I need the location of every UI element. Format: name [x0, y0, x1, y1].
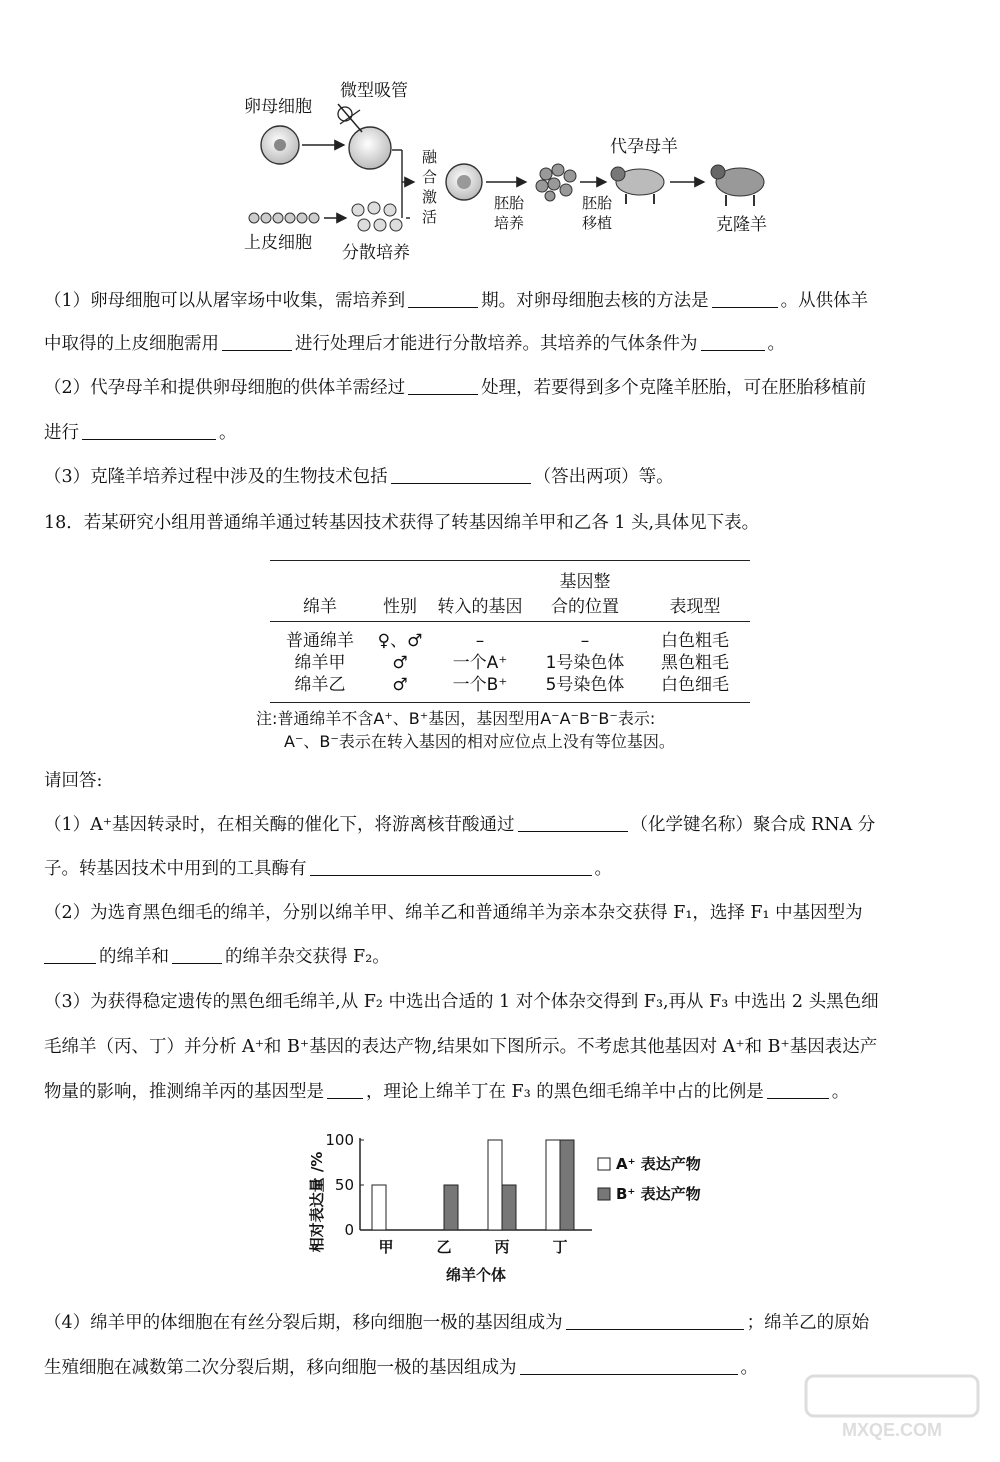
category-label: 丁 [552, 1238, 568, 1256]
q18-part1-line1: （1）A⁺基因转录时，在相关酶的催化下，将游离核苷酸通过 （化学键名称）聚合成 RNA 分 [44, 815, 876, 835]
table-row: 普通绵羊 ♀、♂ – – 白色粗毛 [286, 631, 729, 651]
q18-part4-line2: 生殖细胞在减数第二次分裂后期，移向细胞一极的基因组成为 。 [44, 1358, 758, 1378]
table-row: 绵羊甲 ♂ 一个A⁺ 1号染色体 黑色粗毛 [294, 653, 729, 673]
fuse-char-2: 合 [422, 168, 438, 186]
blank-chemical-bond[interactable] [518, 813, 628, 832]
fuse-char-3: 激 [422, 188, 438, 206]
legend [598, 1155, 701, 1203]
disperse-culture-label: 分散培养 [342, 243, 410, 263]
clone-sheep-label: 克隆羊 [716, 215, 767, 235]
y-axis-label: 相对表达量 /% [308, 1151, 326, 1253]
q17-part2-line1: （2）代孕母羊和提供卵母细胞的供体羊需经过 处理，若要得到多个克隆羊胚胎，可在胚胎移植前 [44, 378, 867, 398]
bar-乙-b [444, 1185, 458, 1230]
epithelial-label: 上皮细胞 [244, 233, 312, 253]
blank-genotype-1[interactable] [44, 945, 96, 964]
q17-part3: （3）克隆羊培养过程中涉及的生物技术包括 （答出两项）等。 [44, 467, 674, 487]
q18-part1-line2: 子。转基因技术中用到的工具酶有 。 [44, 859, 612, 879]
embryo-icon [536, 164, 576, 201]
blank-ratio-ding[interactable] [767, 1080, 829, 1099]
blank-gas-condition[interactable] [701, 332, 765, 351]
x-axis-label: 绵羊个体 [445, 1266, 507, 1284]
q18-part3-line2: 毛绵羊（丙、丁）并分析 A⁺和 B⁺基因的表达产物,结果如下图所示。不考虑其他基因对 A⁺和 B⁺基因表达产 [44, 1037, 878, 1057]
q18-part3-line1: （3）为获得稳定遗传的黑色细毛绵羊,从 F₂ 中选出合适的 1 对个体杂交得到 F₃,再从 F₃ 中选出 2 头黑色细 [44, 992, 879, 1012]
q18-part4-line1: （4）绵羊甲的体细胞在有丝分裂后期，移向细胞一极的基因组成为 ；绵羊乙的原始 [44, 1313, 870, 1333]
category-label: 丙 [494, 1238, 510, 1256]
cloning-flow-diagram [230, 70, 790, 270]
legend-swatch-b [598, 1188, 610, 1200]
bar-丁-a [546, 1140, 560, 1230]
blank-embryo-splitting[interactable] [82, 421, 216, 440]
cloned-sheep-icon [711, 165, 764, 206]
blank-genotype-2[interactable] [172, 945, 222, 964]
watermark-logo [802, 1372, 982, 1442]
answer-prompt: 请回答: [44, 771, 103, 791]
category-label: 乙 [436, 1238, 452, 1256]
epithelial-cells-icon [249, 213, 319, 223]
embryo-culture-label-2: 培养 [494, 214, 525, 232]
legend-swatch-a [598, 1158, 610, 1170]
blank-genotype-bing[interactable] [327, 1080, 363, 1099]
fuse-char-1: 融 [422, 148, 438, 166]
blank-synchronization[interactable] [408, 376, 478, 395]
embryo-transfer-label-2: 移植 [582, 214, 613, 232]
dispersed-cells-icon [352, 202, 402, 231]
legend-label-b: B⁺ 表达产物 [616, 1185, 701, 1203]
q18-part3-line3: 物量的影响，推测绵羊丙的基因型是 ，理论上绵羊丁在 F₃ 的黑色细毛绵羊中占的比例是 。 [44, 1082, 850, 1102]
bar-丁-b [560, 1140, 574, 1230]
bar-丙-a [488, 1140, 502, 1230]
sheep-gene-table [256, 560, 750, 753]
enucleated-cell-icon [349, 127, 391, 169]
embryo-culture-label-1: 胚胎 [494, 194, 525, 212]
blank-treatment-enzyme[interactable] [222, 332, 292, 351]
expression-bar-chart [300, 1122, 740, 1292]
surrogate-sheep-icon [611, 167, 664, 204]
bar-甲-a [372, 1185, 386, 1230]
bar-丙-b [502, 1185, 516, 1230]
pipette-label: 微型吸管 [340, 81, 408, 101]
table-header: 绵羊 性别 转入的基因 基因整 合的位置 表现型 [303, 572, 721, 617]
surrogate-label: 代孕母羊 [610, 137, 678, 157]
fuse-char-4: 活 [422, 208, 438, 226]
y-tick-label: 100 [325, 1131, 354, 1149]
table-row: 绵羊乙 ♂ 一个B⁺ 5号染色体 白色细毛 [294, 675, 729, 695]
blank-culture-stage[interactable] [408, 289, 478, 308]
blank-meiosis-genes[interactable] [520, 1356, 738, 1375]
egg-cell-label: 卵母细胞 [244, 97, 312, 117]
blank-mitosis-genes[interactable] [566, 1311, 744, 1330]
legend-label-a: A⁺ 表达产物 [616, 1155, 701, 1173]
category-label: 甲 [378, 1238, 394, 1256]
blank-enucleation-method[interactable] [712, 289, 778, 308]
table-note-2: A⁻、B⁻表示在转入基因的相对应位点上没有等位基因。 [284, 732, 675, 751]
q18-part2-line1: （2）为选育黑色细毛的绵羊，分别以绵羊甲、绵羊乙和普通绵羊为亲本杂交获得 F₁，选择 F₁ 中基因型为 [44, 903, 863, 923]
q18-intro: 18．若某研究小组用普通绵羊通过转基因技术获得了转基因绵羊甲和乙各 1 头,具体见下表。 [44, 513, 760, 533]
table-note-1: 注:普通绵羊不含A⁺、B⁺基因，基因型用A⁻A⁻B⁻B⁻表示: [256, 709, 656, 728]
y-tick-label: 0 [344, 1221, 354, 1239]
q17-part1-line1: （1）卵母细胞可以从屠宰场中收集，需培养到 期。对卵母细胞去核的方法是 。从供体羊 [44, 291, 869, 311]
blank-biotechnologies[interactable] [391, 465, 531, 484]
embryo-transfer-label-1: 胚胎 [582, 194, 613, 212]
svg-text:MXQE.COM: MXQE.COM [841, 1420, 943, 1440]
y-tick-label: 50 [334, 1176, 354, 1194]
q17-part1-line2: 中取得的上皮细胞需用 进行处理后才能进行分散培养。其培养的气体条件为 。 [44, 334, 785, 354]
q18-part2-line2: 的绵羊和 的绵羊杂交获得 F₂。 [44, 942, 964, 972]
q17-part2-line2: 进行 。 [44, 423, 237, 443]
blank-tool-enzymes[interactable] [310, 857, 592, 876]
